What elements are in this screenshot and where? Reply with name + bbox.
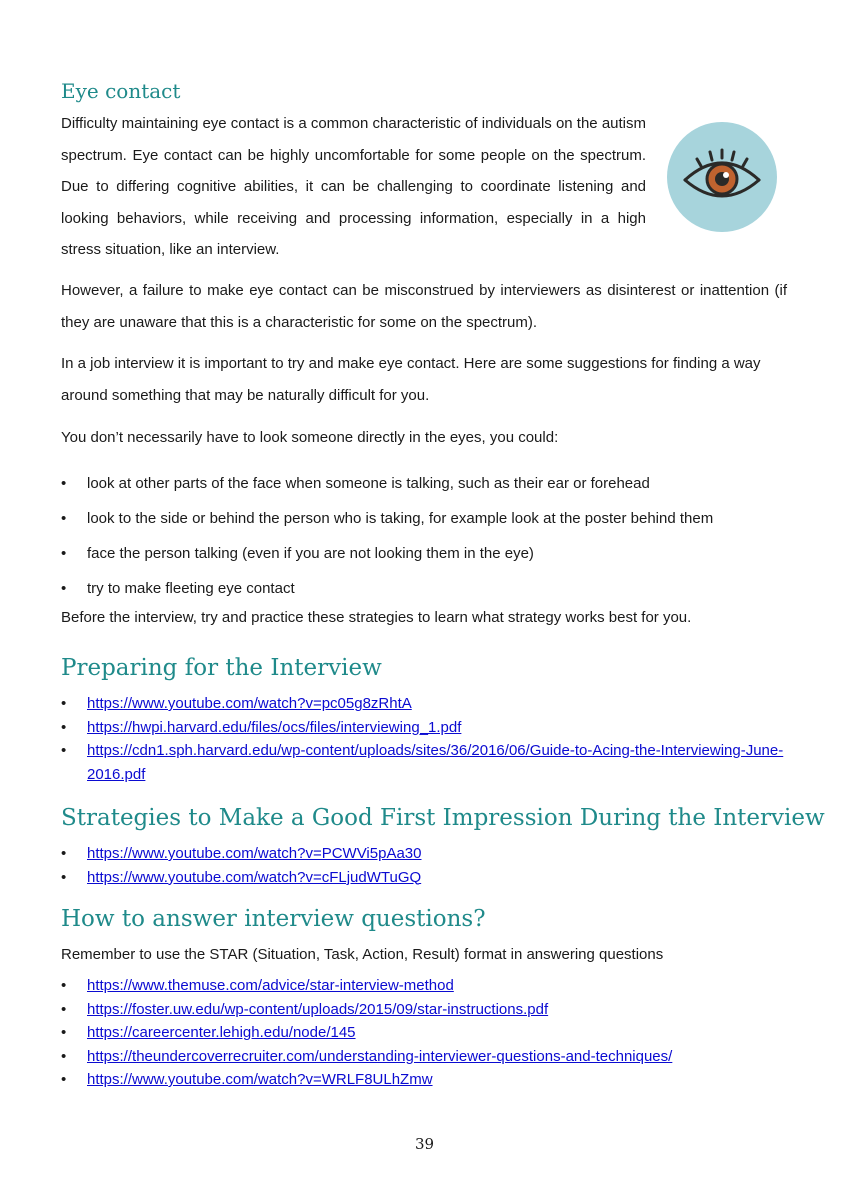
list-item [61, 1045, 791, 1069]
list-item [61, 998, 791, 1022]
list-item [61, 501, 791, 536]
bullet: • [61, 868, 67, 886]
list-item [61, 866, 791, 890]
how-to-answer-links-list [61, 974, 791, 1092]
list-item [61, 1021, 791, 1045]
link-foster-star-pdf[interactable]: https://foster.uw.edu/wp-content/uploads/2015/09/star-instructions.pdf [87, 1000, 549, 1018]
heading-how-to-answer: How to answer interview questions? [61, 906, 486, 932]
link-harvard-guide-pdf[interactable]: https://cdn1.sph.harvard.edu/wp-content/uploads/sites/36/2016/06/Guide-to-Acing-the-Interviewing-June-2016.pdf [87, 742, 784, 783]
page-number: 39 [414, 1135, 435, 1153]
bullet: • [61, 475, 67, 492]
bullet: • [61, 1000, 67, 1018]
tip-text: look at other parts of the face when someone is talking, such as their ear or forehead [87, 475, 650, 492]
eye-contact-tips-list [61, 466, 791, 606]
list-item [61, 692, 791, 716]
bullet: • [61, 1047, 67, 1065]
bullet: • [61, 580, 67, 597]
bullet: • [61, 718, 67, 736]
paragraph-eye-contact-intro: Difficulty maintaining eye contact is a common characteristic of individuals on the autism spectrum. Eye contact can be highly uncomfortable for some people on the spectrum. Due to differing cognitive abilities, it can be challenging to coordinate listening and looking behaviors, while receiving and processing information, especially in a high stress situation, like an interview. [61, 115, 646, 258]
tip-text: look to the side or behind the person who is taking, for example look at the poster behind them [87, 510, 714, 527]
bullet: • [61, 695, 67, 712]
paragraph-before-interview: Before the interview, try and practice these strategies to learn what strategy works best for you. [61, 609, 692, 626]
heading-preparing: Preparing for the Interview [61, 655, 382, 681]
link-lehigh-careercenter[interactable]: https://careercenter.lehigh.edu/node/145 [87, 1024, 356, 1041]
bullet: • [61, 742, 67, 759]
list-item [61, 716, 791, 740]
link-youtube-pc05g8zRhtA[interactable]: https://www.youtube.com/watch?v=pc05g8zRhtA [87, 695, 412, 712]
paragraph-in-job-interview: In a job interview it is important to try and make eye contact. Here are some suggestions for finding a way around something that may be naturally difficult for you. [61, 355, 761, 404]
bullet: • [61, 977, 67, 994]
link-youtube-cFLjudWTuGQ[interactable]: https://www.youtube.com/watch?v=cFLjudWTuGQ [87, 868, 422, 886]
link-harvard-interviewing-pdf[interactable]: https://hwpi.harvard.edu/files/ocs/files/interviewing_1.pdf [87, 718, 462, 736]
tip-text: try to make fleeting eye contact [87, 580, 295, 597]
bullet: • [61, 1071, 67, 1088]
link-undercoverrecruiter[interactable]: https://theundercoverrecruiter.com/understanding-interviewer-questions-and-techniques/ [87, 1047, 673, 1065]
bullet: • [61, 510, 67, 527]
list-item [61, 536, 791, 571]
list-item [61, 466, 791, 501]
link-youtube-WRLF8ULhZmw[interactable]: https://www.youtube.com/watch?v=WRLF8ULhZmw [87, 1071, 433, 1088]
paragraph-dont-have-to: You don’t necessarily have to look someone directly in the eyes, you could: [61, 429, 559, 446]
list-item [61, 974, 791, 998]
link-youtube-PCWVi5pAa30[interactable]: https://www.youtube.com/watch?v=PCWVi5pAa30 [87, 845, 422, 862]
list-item [61, 571, 791, 606]
preparing-links-list [61, 692, 791, 786]
strategies-links-list [61, 842, 791, 889]
heading-eye-contact: Eye contact [61, 79, 181, 103]
tip-text: face the person talking (even if you are not looking them in the eye) [87, 545, 534, 562]
heading-strategies: Strategies to Make a Good First Impression During the Interview [61, 805, 825, 831]
eye-icon [667, 122, 777, 232]
paragraph-star-format: Remember to use the STAR (Situation, Task, Action, Result) format in answering questions [61, 946, 664, 963]
bullet: • [61, 545, 67, 562]
list-item [61, 842, 791, 866]
link-themuse-star[interactable]: https://www.themuse.com/advice/star-interview-method [87, 977, 454, 994]
list-item [61, 739, 791, 786]
list-item [61, 1068, 791, 1092]
paragraph-however: However, a failure to make eye contact can be misconstrued by interviewers as disinterest or inattention (if they are unaware that this is a characteristic for some on the spectrum). [61, 282, 787, 331]
bullet: • [61, 845, 67, 862]
bullet: • [61, 1024, 67, 1041]
